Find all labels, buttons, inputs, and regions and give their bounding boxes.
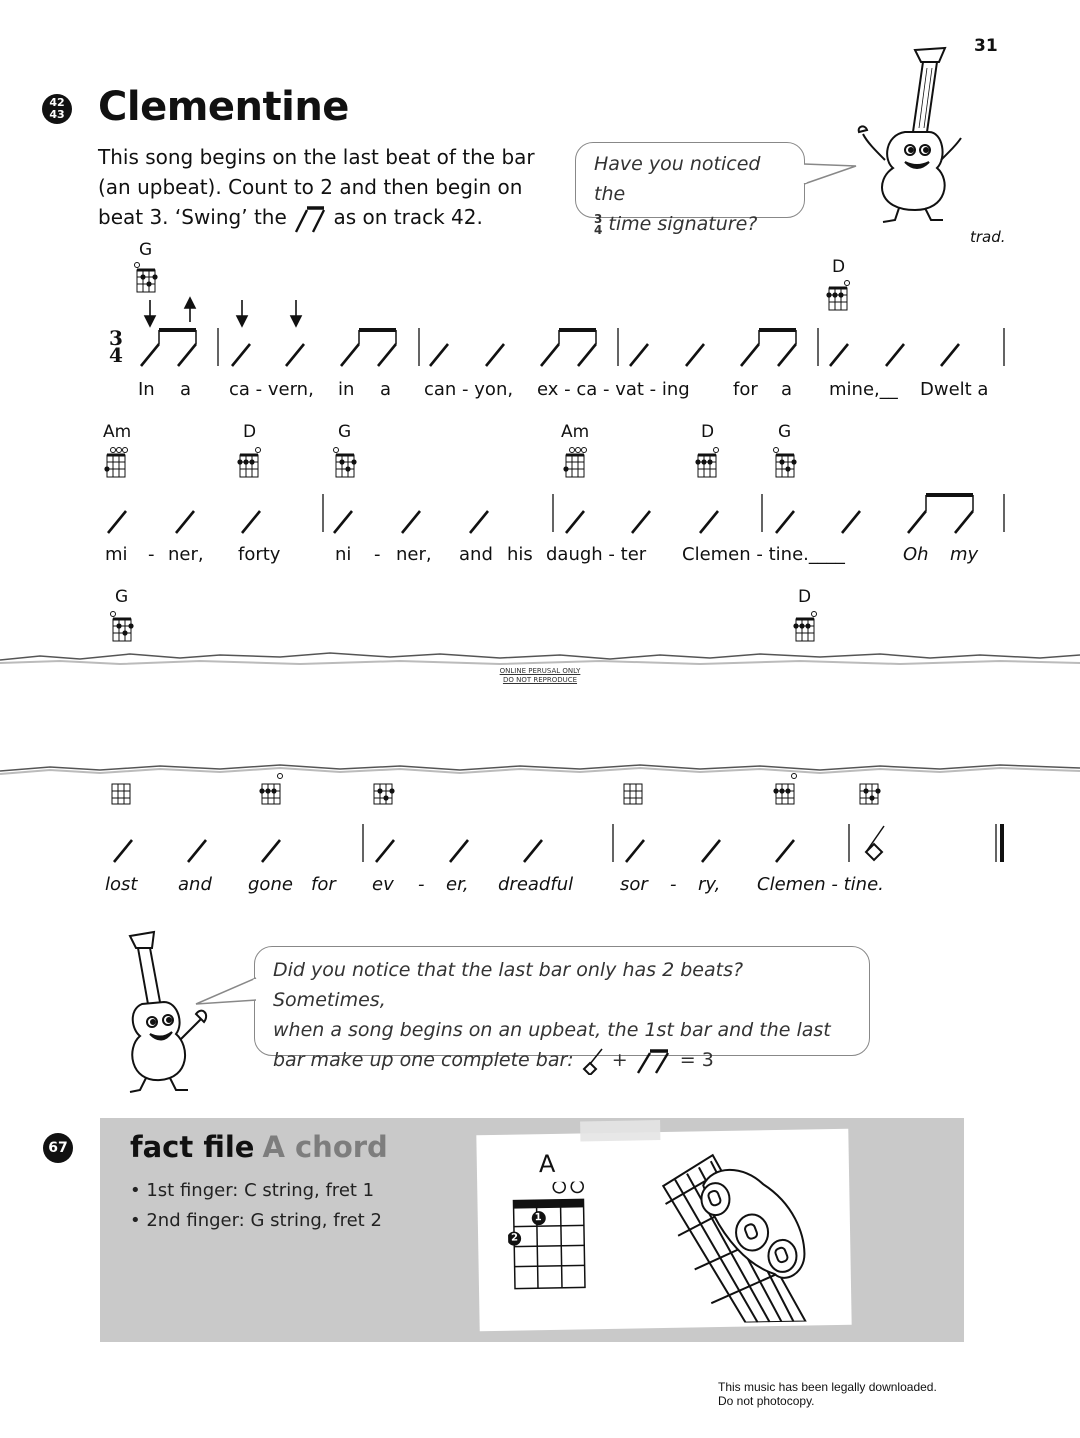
lyric: for (311, 874, 336, 895)
chord-label: G (115, 587, 129, 607)
lyric: for (733, 379, 758, 400)
lyric: ca - vern, (229, 379, 314, 400)
fact-file-heading (130, 1130, 388, 1164)
time-signature (109, 326, 123, 367)
fact-file-bullet: • 1st finger: C string, fret 1 (130, 1176, 382, 1206)
lyric: and (459, 544, 493, 565)
equals-three: = 3 (679, 1049, 714, 1071)
time-sig-bottom: 4 (594, 222, 603, 237)
chord-label: D (798, 587, 812, 607)
lyric: er, (446, 874, 469, 895)
intro-text-part2: as on track 42. (333, 205, 483, 229)
lyric: Oh (903, 544, 929, 565)
watermark-line: DO NOT REPRODUCE (502, 676, 578, 684)
lyric: In (138, 379, 155, 400)
lyric: can - yon, (424, 379, 514, 400)
lyric: gone (248, 874, 293, 895)
lyric: - (418, 874, 425, 895)
time-signature-small (594, 211, 603, 237)
system-2 (104, 448, 1004, 534)
chord-label: Am (103, 422, 132, 442)
rhythm-slashes-4 (114, 824, 1002, 862)
speech-bubble-top (575, 142, 805, 237)
lyric: lost (105, 874, 138, 895)
intro-text (98, 142, 558, 234)
tape-strip (580, 1120, 660, 1141)
chord-label: G (778, 422, 792, 442)
chord-diagram-am (104, 448, 127, 478)
track-number: 43 (49, 108, 65, 121)
track-number: 42 (49, 96, 65, 109)
lyric: his (507, 544, 533, 565)
chord-diagram-d (695, 448, 718, 478)
chord-label: D (701, 422, 715, 442)
bubble-tail-icon (194, 974, 258, 1014)
lyric: - (374, 544, 381, 565)
lyric: ner, (396, 544, 432, 565)
time-sig-bottom: 4 (109, 343, 123, 367)
lyric: ry, (698, 874, 721, 895)
eighth-notes-icon (634, 1047, 674, 1075)
watermark-line: ONLINE PERUSAL ONLY (499, 667, 581, 675)
rhythm-slashes-1 (141, 328, 1004, 366)
fact-file-card (476, 1129, 851, 1331)
lyric: mine,__ (829, 379, 898, 400)
lyric: ex - ca - vat - ing (537, 379, 690, 400)
chord-diagram-a (507, 1181, 589, 1292)
lyric: mi (105, 544, 128, 565)
finger-number: 2 (511, 1232, 519, 1244)
lyric: sor (620, 874, 648, 895)
lyric: - (670, 874, 677, 895)
chord-diagram-g (111, 612, 134, 642)
time-sig-top: 3 (109, 326, 123, 350)
intro-text-part1: This song begins on the last beat of the bar (an upbeat). Count to 2 and then begin on beat 3. ‘Swing’ the (98, 145, 535, 229)
chord-diagram-g (135, 263, 158, 293)
fact-file-list (130, 1176, 382, 1236)
bubble-bottom-line3: bar make up one complete bar: (273, 1049, 574, 1071)
system-4 (0, 765, 1080, 862)
speech-bubble-bottom (254, 946, 870, 1071)
bubble-bottom-line1: Did you notice that the last bar only has 2 beats? Sometimes, (273, 959, 744, 1011)
song-credit: trad. (970, 228, 1006, 246)
bubble-tail-icon (800, 160, 860, 200)
footer-line: Do not photocopy. (718, 1394, 815, 1408)
fact-file-bullet: • 2nd finger: G string, fret 2 (130, 1206, 382, 1236)
lyric: ner, (168, 544, 204, 565)
lyric: ev (372, 874, 394, 895)
lyric: ni (335, 544, 352, 565)
bubble-bottom-line2: when a song begins on an upbeat, the 1st bar and the last (273, 1019, 831, 1041)
lyric: in (338, 379, 355, 400)
chord-label: D (832, 257, 846, 277)
fact-file-track-badge: 67 (43, 1133, 73, 1163)
footer-line: This music has been legally downloaded. (718, 1380, 937, 1394)
time-sig-top: 3 (594, 211, 603, 226)
lyric: and (178, 874, 212, 895)
system-3 (0, 612, 1080, 673)
chord-label: Am (561, 422, 590, 442)
chord-label: D (243, 422, 257, 442)
hand-on-fretboard-icon (653, 1143, 832, 1324)
strum-arrows (145, 298, 301, 326)
lyric: dreadful (498, 874, 574, 895)
system-1 (135, 263, 1005, 367)
chord-label: G (338, 422, 352, 442)
fact-file-title: fact file (130, 1130, 255, 1164)
chord-label: A (538, 1149, 556, 1179)
chord-label: G (139, 240, 153, 260)
lyric: a (180, 379, 192, 400)
watermark (440, 667, 640, 685)
footer-note (718, 1380, 937, 1408)
chord-diagram-d (826, 281, 849, 311)
bubble-top-line1: Have you noticed the (594, 153, 761, 205)
chord-diagram-g (774, 448, 797, 478)
ukulele-character-icon (859, 48, 961, 222)
chord-diagram-d (237, 448, 260, 478)
lyric: Clemen - tine.____ (682, 544, 845, 565)
song-title: Clementine (98, 84, 349, 130)
page-number: 31 (974, 36, 998, 56)
fact-file-subtitle: A chord (262, 1130, 388, 1164)
track-badge (42, 94, 72, 124)
lyric: Clemen - tine. (757, 874, 884, 895)
lyric: daugh - ter (546, 544, 647, 565)
half-note-icon (580, 1047, 606, 1075)
lyric: forty (238, 544, 281, 565)
plus-sign: + (611, 1049, 628, 1071)
lyric: a (781, 379, 793, 400)
chord-diagram-am (563, 448, 586, 478)
rhythm-slashes-2 (108, 494, 1004, 533)
lyric: - (148, 544, 155, 565)
chord-diagram-d (793, 612, 816, 642)
finger-number: 1 (534, 1212, 542, 1224)
chord-diagram-g (334, 448, 357, 478)
lyric: my (950, 544, 979, 565)
eighth-notes-icon (293, 204, 327, 234)
lyric: a (380, 379, 392, 400)
lyric: Dwelt a (920, 379, 989, 400)
bubble-top-line2: time signature? (608, 213, 758, 235)
